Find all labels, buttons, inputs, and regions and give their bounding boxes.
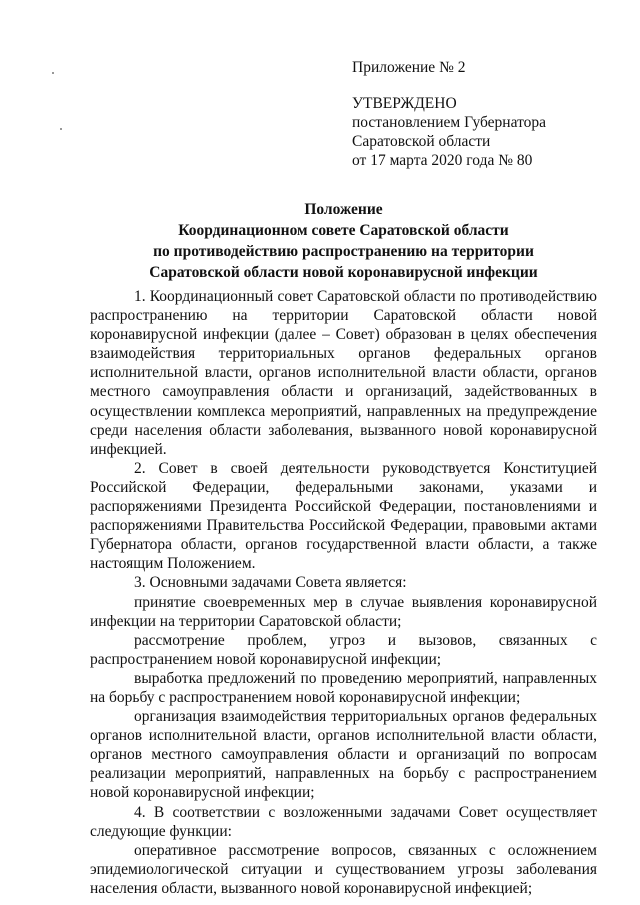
paragraph-1: 1. Координационный совет Саратовской области по противодействию распространению на территории Саратовской области новой коронавирусной инфекции (далее – Совет) образован в целях обеспечения взаимодействия территориальных органов федеральных органов исполнительной власти, органов исполнительной власти области, органов местного самоуправления области и организаций, задействованных в осуществлении комплекса мероприятий, направленных на предупреждение среди населения области заболевания, вызванного новой коронавирусной инфекцией. [90, 288, 597, 458]
function-item-1: оперативное рассмотрение вопросов, связанных с осложнением эпидемиологической ситуации и существованием угрозы заболевания населения области, вызванного новой коронавирусной инфекцией; [90, 841, 597, 897]
approved-line-3: от 17 марта 2020 года № 80 [352, 152, 533, 169]
task-item-1: принятие своевременных мер в случае выявления коронавирусной инфекции на территории Саратовской области; [90, 593, 597, 630]
title-line-3: по противодействию распространению на территории [153, 243, 534, 260]
paragraph-4: 4. В соответствии с возложенными задачами Совет осуществляет следующие функции: [90, 803, 597, 840]
task-item-3: выработка предложений по проведению мероприятий, направленных на борьбу с распространением новой коронавирусной инфекции; [90, 669, 597, 706]
title-line-1: Положение [304, 201, 383, 218]
scan-speck [60, 128, 62, 130]
paragraph-3: 3. Основными задачами Совета является: [134, 574, 407, 592]
document-body [90, 287, 597, 898]
task-item-4: организация взаимодействия территориальных органов федеральных органов исполнительной власти, органов исполнительной власти области, органов местного самоуправления области и организаций по вопросам реализации мероприятий, направленных на борьбу с распространением новой коронавирусной инфекции; [90, 708, 597, 802]
title-line-4: Саратовской области новой коронавирусной инфекции [149, 264, 538, 281]
title-line-2: Координационном совете Саратовской области [178, 222, 509, 239]
annex-label: Приложение № 2 [352, 59, 466, 76]
task-item-2: рассмотрение проблем, угроз и вызовов, связанных с распространением новой коронавирусной инфекции; [90, 631, 597, 668]
approval-block [352, 58, 546, 170]
approved-line-1: постановлением Губернатора [352, 114, 547, 131]
approved-stamp-text: УТВЕРЖДЕНО [352, 95, 457, 112]
paragraph-2: 2. Совет в своей деятельности руководствуется Конституцией Российской Федерации, федеральными законами, указами и распоряжениями Президента Российской Федерации, постановлениями и распоряжениями Правительства Российской Федерации, правовыми актами Губернатора области, органов государственной власти области, а также настоящим Положением. [90, 459, 597, 573]
document-title [90, 199, 597, 283]
approved-line-2: Саратовской области [352, 133, 491, 150]
scan-speck [52, 72, 54, 74]
